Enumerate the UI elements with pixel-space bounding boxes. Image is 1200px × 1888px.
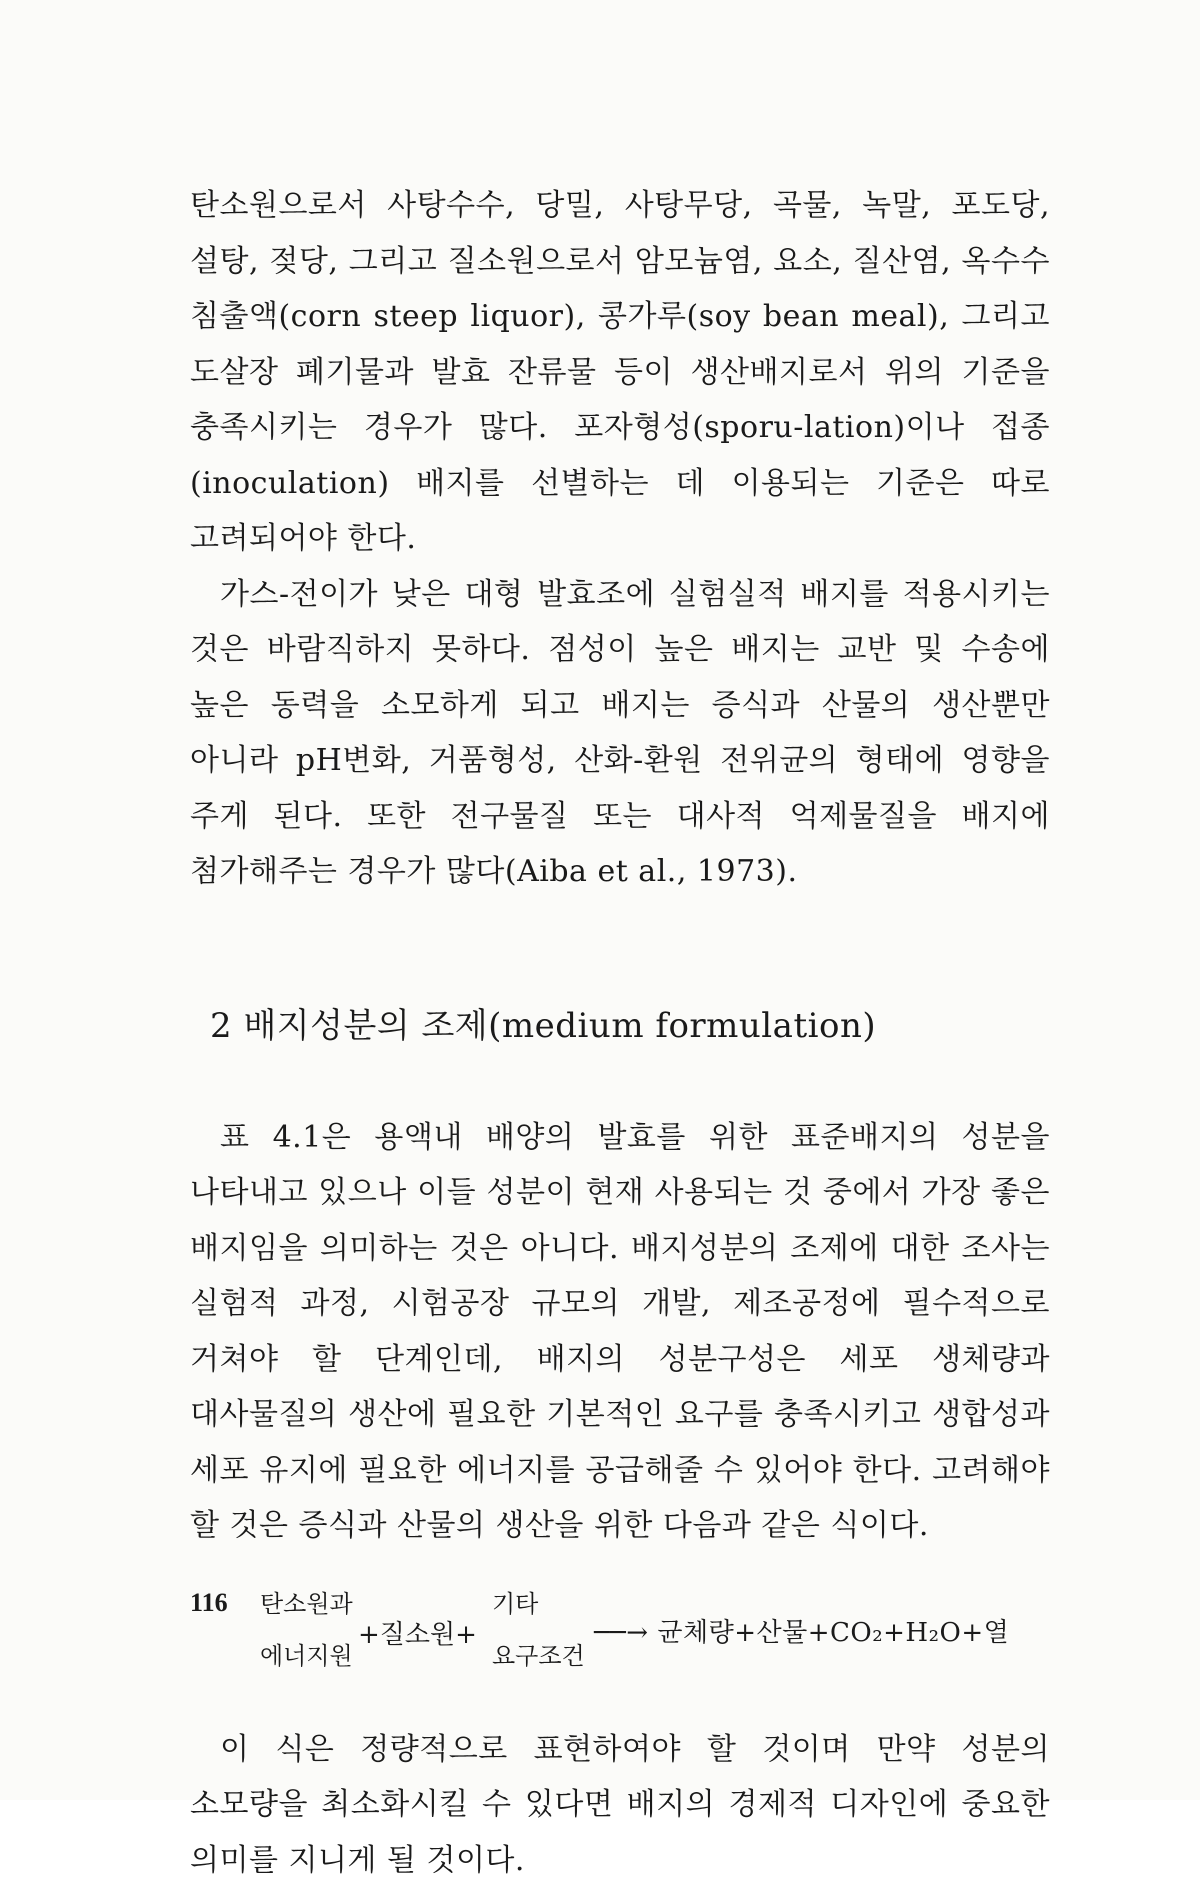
equation-carbon-source: 탄소원과 xyxy=(260,1590,353,1618)
equation-nitrogen-source: +질소원+ xyxy=(358,1614,477,1651)
growth-equation xyxy=(260,1570,1050,1700)
equation-requirements: 요구조건 xyxy=(492,1642,585,1670)
page-number: 116 xyxy=(190,1588,228,1618)
paragraph-gas-transfer: 가스-전이가 낮은 대형 발효조에 실험실적 배지를 적용시키는 것은 바람직하지 못하다. 점성이 높은 배지는 교반 및 수송에 높은 동력을 소모하게 되고 배지는 증식과 산물의 생산뿐만 아니라 pH변화, 거품형성, 산화-환원 전위균의 형태에 영향을 주게 된다. 또한 전구물질 또는 대사적 억제물질을 배지에 첨가해주는 경우가 많다(Aiba et al., 1973). xyxy=(190,567,1050,900)
paragraph-quantitative: 이 식은 정량적으로 표현하여야 할 것이며 만약 성분의 소모량을 최소화시킬 수 있다면 배지의 경제적 디자인에 중요한 의미를 지니게 될 것이다. xyxy=(190,1722,1050,1888)
page-content xyxy=(190,178,1050,1888)
equation-result: ──→ 균체량+산물+CO₂+H₂O+열 xyxy=(594,1612,1009,1649)
paragraph-medium-formulation: 표 4.1은 용액내 배양의 발효를 위한 표준배지의 성분을 나타내고 있으나 이들 성분이 현재 사용되는 것 중에서 가장 좋은 배지임을 의미하는 것은 아니다. 배지성분의 조제에 대한 조사는 실험적 과정, 시험공장 규모의 개발, 제조공정에 필수적으로 거쳐야 할 단계인데, 배지의 성분구성은 세포 생체량과 대사물질의 생산에 필요한 기본적인 요구를 충족시키고 생합성과 세포 유지에 필요한 에너지를 공급해줄 수 있어야 한다. 고려해야 할 것은 증식과 산물의 생산을 위한 다음과 같은 식이다. xyxy=(190,1110,1050,1554)
equation-other: 기타 xyxy=(492,1590,538,1618)
paragraph-carbon-nitrogen-sources: 탄소원으로서 사탕수수, 당밀, 사탕무당, 곡물, 녹말, 포도당, 설탕, 젖당, 그리고 질소원으로서 암모늄염, 요소, 질산염, 옥수수 침출액(corn steep liquor), 콩가루(soy bean meal), 그리고 도살장 폐기물과 발효 잔류물 등이 생산배지로서 위의 기준을 충족시키는 경우가 많다. 포자형성(sporu-lation)이나 접종(inoculation) 배지를 선별하는 데 이용되는 기준은 따로 고려되어야 한다. xyxy=(190,178,1050,567)
section-title: 2 배지성분의 조제(medium formulation) xyxy=(210,1004,1050,1048)
equation-energy-source: 에너지원 xyxy=(260,1642,353,1670)
